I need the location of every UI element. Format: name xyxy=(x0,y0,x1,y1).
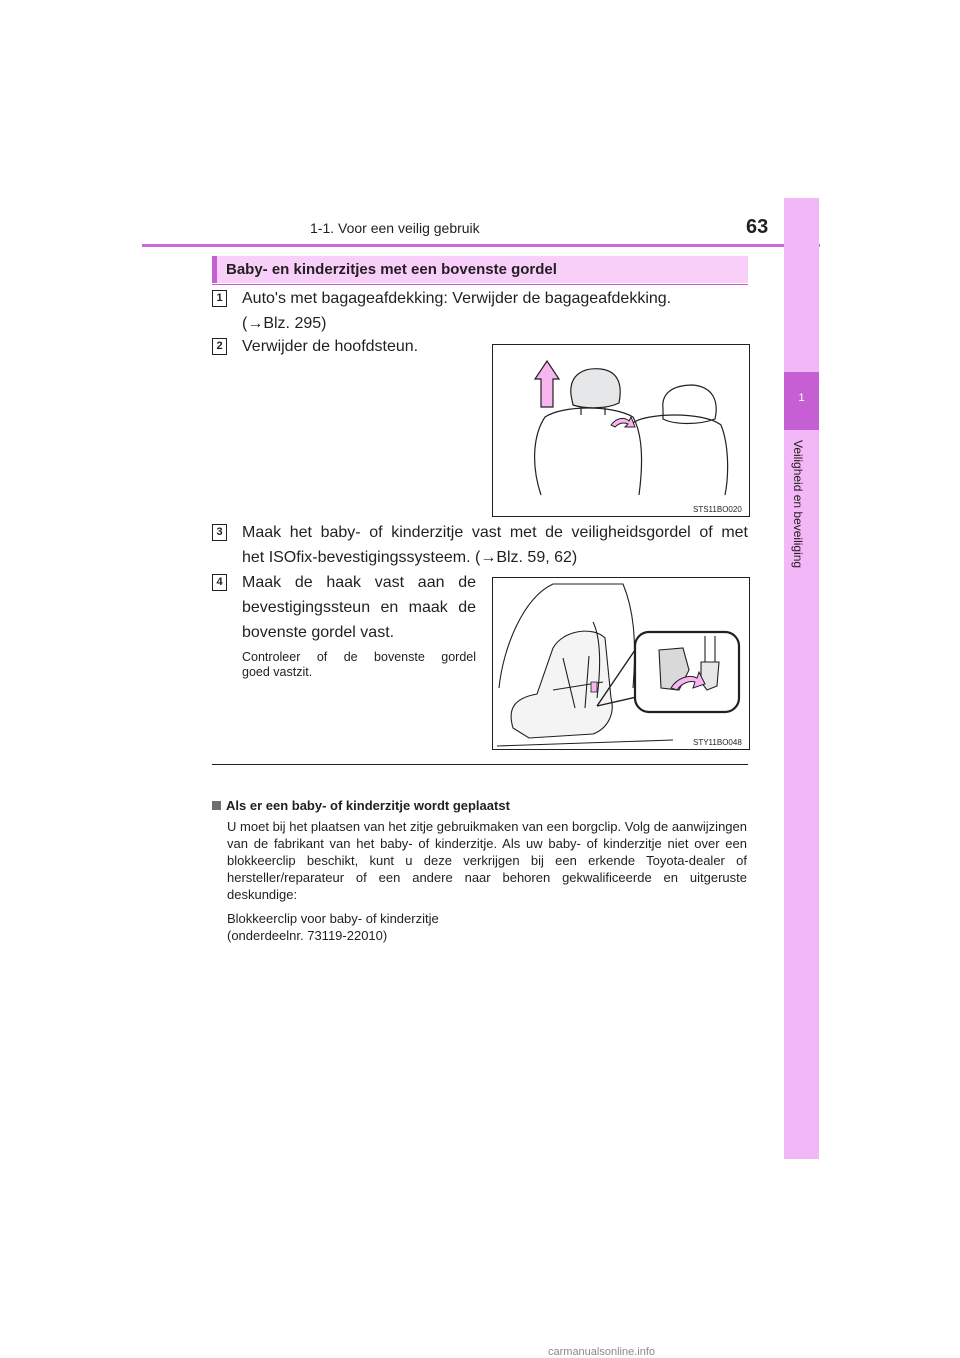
step-number-3: 3 xyxy=(212,524,227,541)
release-button-arrow-icon xyxy=(611,417,635,427)
step-4-note-line-1: Controleer of de bovenste gordel xyxy=(242,650,476,664)
note-paragraph-2-line-2: (onderdeelnr. 73119-22010) xyxy=(227,928,388,943)
watermark: carmanualsonline.info xyxy=(548,1346,656,1358)
note-separator xyxy=(212,764,748,765)
child-seat-illustration xyxy=(493,578,749,749)
section-heading: Baby- en kinderzitjes met een bovenste gordel xyxy=(212,256,748,283)
step-number-4: 4 xyxy=(212,574,227,591)
chapter-side-tab xyxy=(784,198,819,1159)
step-3-text-line-1: Maak het baby- of kinderzitje vast met de veiligheidsgordel of met xyxy=(242,524,748,541)
note-paragraph-1: U moet bij het plaatsen van het zitje gebruikmaken van een borgclip. Volg de aanwijzingen van de fabrikant van het baby- of kinderzitje. Als uw baby- of kinderzitje niet over een blokkeerclip beschikt, kunt u deze verkrijgen bij een erkende Toyota-dealer of hersteller/reparateur of een andere naar behoren gekwalificeerde en uitgeruste deskundige: xyxy=(227,819,747,902)
child-seat-tether-figure xyxy=(492,577,750,750)
step-number-1: 1 xyxy=(212,290,227,307)
child-seat-figure-code: STY11BO048 xyxy=(693,738,742,747)
note-title-text: Als er een baby- of kinderzitje wordt geplaatst xyxy=(226,798,510,813)
step-4-note-line-2: goed vastzit. xyxy=(242,665,313,679)
chapter-title: Veiligheid en beveiliging xyxy=(791,440,805,569)
section-heading-rule xyxy=(212,284,748,285)
step-4-text-line-3: bovenste gordel vast. xyxy=(242,624,395,641)
headrest-removal-figure xyxy=(492,344,750,517)
headrest-illustration xyxy=(493,345,749,516)
lift-arrow-icon xyxy=(535,361,559,407)
headrest-figure-code: STS11BO020 xyxy=(693,505,742,514)
header-rule xyxy=(142,244,820,247)
step-4-text-line-1: Maak de haak vast aan de xyxy=(242,574,476,591)
step-1-text-line-2: (→Blz. 295) xyxy=(242,315,327,332)
note-body xyxy=(227,818,747,944)
header-section-title: 1-1. Voor een veilig gebruik xyxy=(310,220,480,236)
page-number: 63 xyxy=(746,216,769,238)
note-paragraph-2-line-1: Blokkeerclip voor baby- of kinderzitje xyxy=(227,911,439,926)
step-4-text-line-2: bevestigingssteun en maak de xyxy=(242,599,476,616)
square-bullet-icon xyxy=(212,801,221,810)
step-number-2: 2 xyxy=(212,338,227,355)
note-title xyxy=(212,798,510,813)
step-2-text: Verwijder de hoofdsteun. xyxy=(242,338,419,355)
chapter-number: 1 xyxy=(798,392,805,404)
step-1-text-line-1: Auto's met bagageafdekking: Verwijder de bagageafdekking. xyxy=(242,290,672,307)
step-3-text-line-2: het ISOfix-bevestigingssysteem. (→Blz. 59, 62) xyxy=(242,549,578,566)
